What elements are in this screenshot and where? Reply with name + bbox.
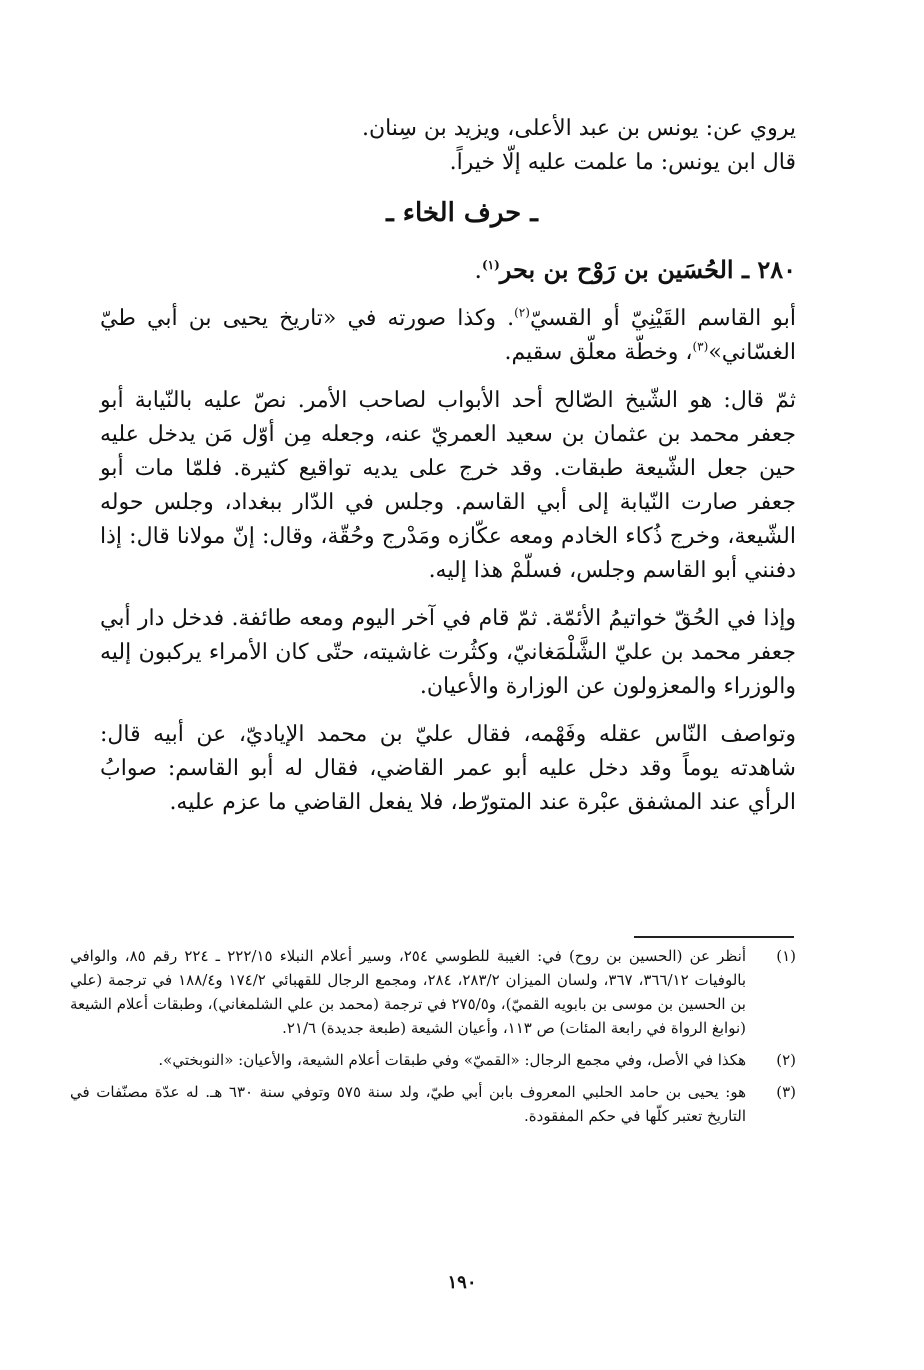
footnote-1: [70, 944, 796, 1040]
intro-block: [100, 112, 796, 180]
footnote-ref-3[interactable]: (٣): [692, 339, 709, 354]
footnote-3: [70, 1080, 796, 1128]
footnote-divider: [634, 936, 794, 938]
footnote-2: [70, 1048, 796, 1072]
entry-title-footnote-ref[interactable]: (١): [481, 258, 500, 272]
section-heading: ـ حرف الخاء ـ: [386, 198, 538, 228]
footnotes: [70, 944, 796, 1136]
footnote-text: هو: يحيى بن حامد الحلبي المعروف بابن أبي طيّ، ولد سنة ٥٧٥ وتوفي سنة ٦٣٠ هـ. له عدّة مصنّفات في التاريخ تعتبر كلّها في حكم المفقودة.: [70, 1083, 747, 1125]
paragraph-1-part-a: أبو القاسم القَيْنِيّ أو القسيّ: [529, 306, 797, 331]
entry-title: [474, 255, 796, 284]
footnote-text: أنظر عن (الحسين بن روح) في: الغيبة للطوسي ٢٥٤، وسير أعلام النبلاء ٢٢٢/١٥ ـ ٢٢٤ رقم ٨٥، والوافي بالوفيات ٣٦٦/١٢، ٣٦٧، ولسان الميزان ٢٨٣/٢، ٢٨٤، ومجمع الرجال للقهبائي ١٧٤/٢ و١٨٨/٤ في ترجمة (علي بن الحسين بن موسى بن بابويه القميّ)، و٢٧٥/٥ في ترجمة (محمد بن علي الشلمغاني)، وطبقات أعلام الشيعة (نوابغ الرواة في رابعة المئات) ص ١١٣، وأعيان الشيعة (طبعة جديدة) ٢١/٦.: [70, 947, 747, 1037]
paragraph-3: وإذا في الحُقّ خواتيمُ الأئمّة. ثمّ قام في آخر اليوم ومعه طائفة. فدخل دار أبي جعفر محمد بن عليّ الشَّلْمَغانيّ، وكثُرت غاشيته، حتّى كان الأمراء يركبون إليه والوزراء والمعزولون عن الوزارة والأعيان.: [100, 606, 796, 699]
entry-title-text: ٢٨٠ ـ الحُسَين بن رَوْح بن بحر: [499, 255, 796, 284]
footnote-text: هكذا في الأصل، وفي مجمع الرجال: «القميّ» وفي طبقات أعلام الشيعة، والأعيان: «النوبختي».: [158, 1051, 746, 1069]
footnote-number: (٣): [776, 1083, 796, 1101]
footnote-number: (١): [776, 947, 796, 965]
entry-title-end: .: [474, 256, 482, 284]
paragraph-1-part-b: . وكذا صورته في «تاريخ يحيى بن أبي طيّ الغسّاني»: [100, 306, 796, 365]
page-number: ١٩٠: [447, 1272, 477, 1293]
footnote-ref-2[interactable]: (٢): [514, 305, 530, 320]
paragraph-1: [100, 302, 796, 370]
intro-line-2: قال ابن يونس: ما علمت عليه إلّا خيراً.: [449, 150, 796, 175]
intro-line-1: يروي عن: يونس بن عبد الأعلى، ويزيد بن سِنان.: [361, 116, 796, 141]
entry-body: [100, 302, 796, 834]
paragraph-4: وتواصف النّاس عقله وفَهْمه، فقال عليّ بن محمد الإياديّ، عن أبيه قال: شاهدته يوماً وقد دخل عليه أبو عمر القاضي، فقال له أبو القاسم: صوابُ الرأي عند المشفق عبْرة عند المتورّط، فلا يفعل القاضي ما عزم عليه.: [100, 722, 796, 815]
paragraph-2: ثمّ قال: هو الشّيخ الصّالح أحد الأبواب لصاحب الأمر. نصّ عليه بالنّيابة أبو جعفر محمد بن عثمان بن سعيد العمريّ عنه، وجعله مِن أوّل مَن يدخل عليه حين جعل الشّيعة طبقات. وقد خرج على يديه تواقيع كثيرة. فلمّا مات أبو جعفر صارت النّيابة إلى أبي القاسم. وجلس في الدّار ببغداد، وجلس حوله الشّيعة، وخرج ذُكاء الخادم ومعه عكّازه ومَدْرج وحُقّة، وقال: إنّ مولانا قال: إذا دفنني أبو القاسم وجلس، فسلّمْ هذا إليه.: [100, 388, 796, 583]
paragraph-1-part-c: ، وخطّة معلّق سقيم.: [504, 340, 693, 365]
footnote-number: (٢): [776, 1051, 796, 1069]
